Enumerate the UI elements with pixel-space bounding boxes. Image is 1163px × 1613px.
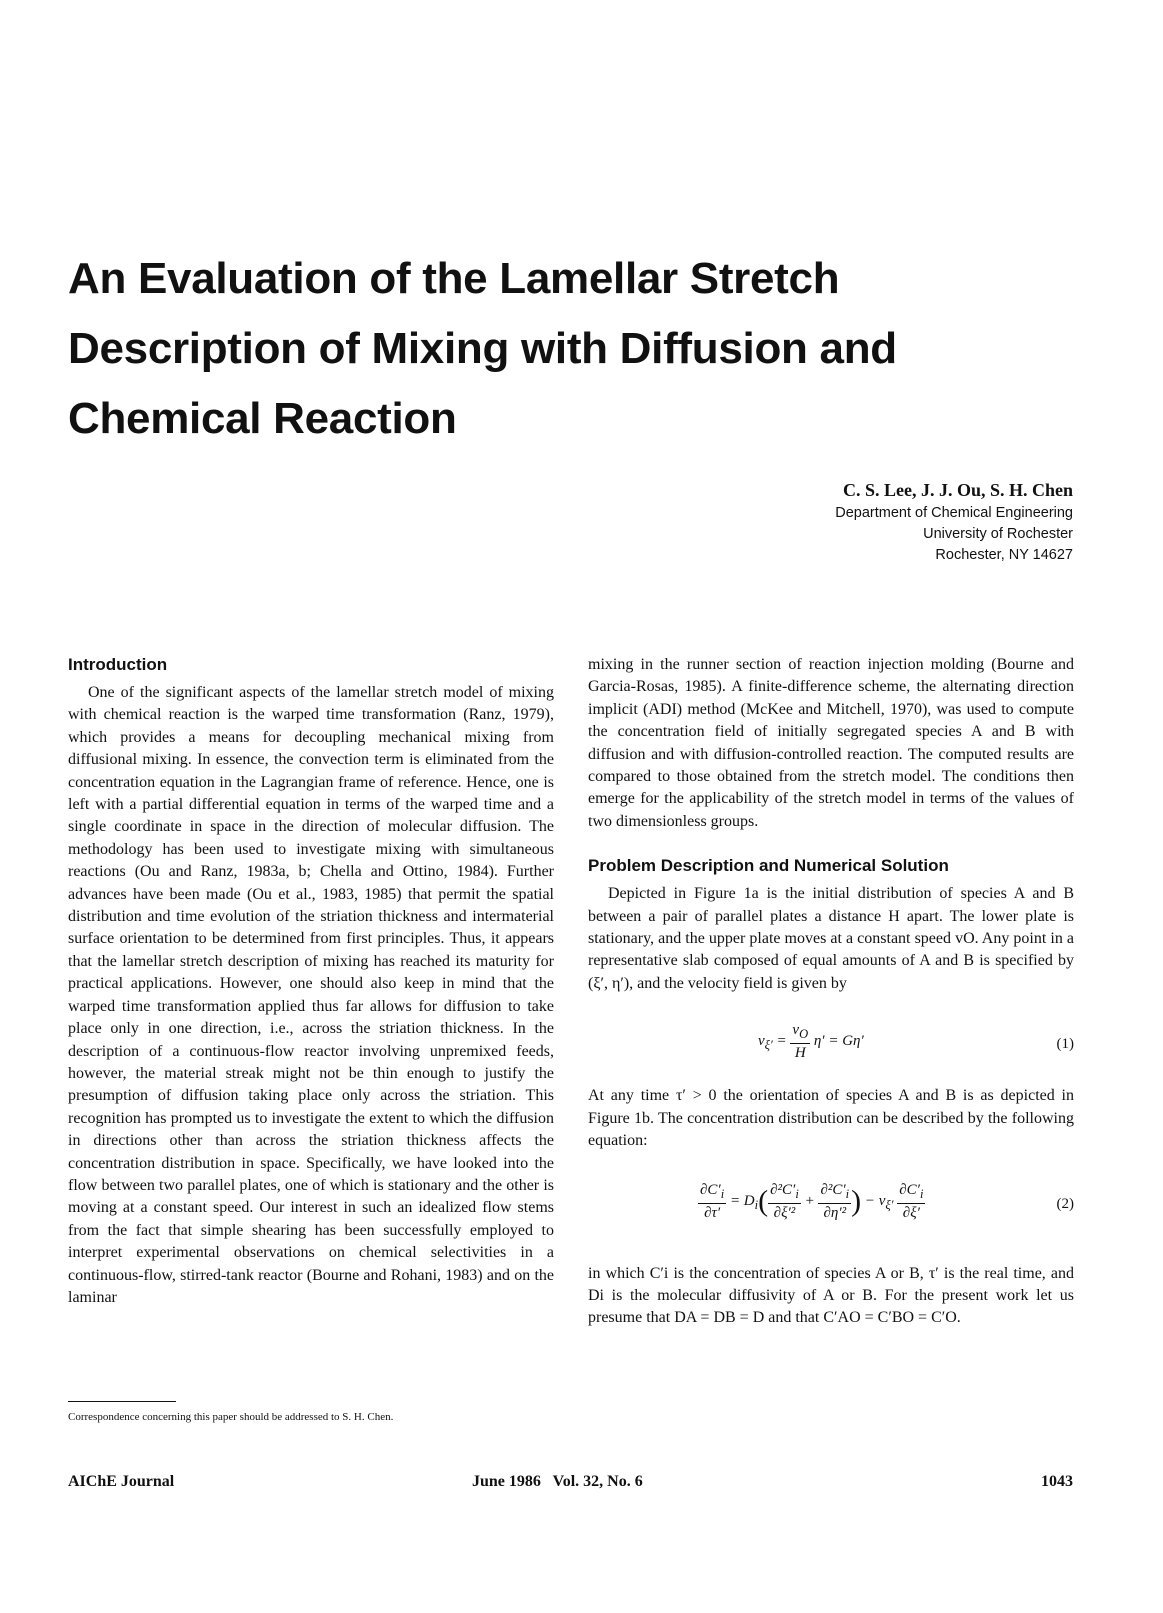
paper-title: An Evaluation of the Lamellar Stretch Description of Mixing with Diffusion and Chemical Reaction xyxy=(68,254,897,443)
equation-2-number: (2) xyxy=(1056,1195,1074,1212)
left-column xyxy=(68,654,554,1309)
affiliation-line: Rochester, NY 14627 xyxy=(935,547,1073,563)
introduction-paragraph: One of the significant aspects of the lamellar stretch model of mixing with chemical reaction is the warped time transformation (Ranz, 1979), which provides a means for decoupling mechanical mixing from diffusional mixing. In essence, the convection term is eliminated from the concentration equation in the Lagrangian frame of reference. Hence, one is left with a partial differential equation in terms of the warped time and a single coordinate in space in the direction of molecular diffusion. The methodology has been used to investigate mixing with simultaneous reactions (Ou and Ranz, 1983a, b; Chella and Ottino, 1984). Further advances have been made (Ou et al., 1983, 1985) that permit the spatial distribution and time evolution of the striation thickness and intermaterial surface orientation to be determined from first principles. Thus, it appears that the lamellar stretch description of mixing has reached its maturity for practical applications. However, one should also keep in mind that the warped time transformation applied thus far allows for diffusion to take place only in one direction, i.e., across the striation thickness. In the description of a continuous-flow reactor involving unpremixed feeds, however, the material streak might not be thin enough to justify the presumption of diffusion taking place only across the striation. This recognition has prompted us to investigate the extent to which the diffusion in directions other than across the striation thickness affects the concentration distribution in space. Specifically, we have looked into the flow between two parallel plates, one of which is stationary and the other is moving at a constant speed. Our interest in such an idealized flow stems from the fact that simple shearing has been successfully employed to interpret experimental observations on chemical selectivities in a continuous-flow, stirred-tank reactor (Bourne and Rohani, 1983) and on the laminar xyxy=(68,684,554,1306)
introduction-heading: Introduction xyxy=(68,655,168,674)
author-names: C. S. Lee, J. J. Ou, S. H. Chen xyxy=(842,480,1073,500)
affiliation-line: Department of Chemical Engineering xyxy=(835,505,1073,521)
footer-journal: AIChE Journal xyxy=(68,1473,175,1490)
problem-heading: Problem Description and Numerical Solution xyxy=(588,856,949,876)
author-block xyxy=(835,477,1073,566)
problem-paragraph-3: in which C′i is the concentration of species A or B, τ′ is the real time, and Di is the molecular diffusivity of A or B. For the present work let us presume that DA = DB = D and that C′AO = C′BO = C′O. xyxy=(588,1264,1074,1327)
problem-paragraph-2: At any time τ′ > 0 the orientation of species A and B is as depicted in Figure 1b. The concentration distribution can be described by the following equation: xyxy=(588,1087,1074,1150)
footnote-rule xyxy=(68,1401,176,1402)
problem-paragraph-1: Depicted in Figure 1a is the initial distribution of species A and B between a pair of parallel plates a distance H apart. The lower plate is stationary, and the upper plate moves at a constant speed vO. Any point in a representative slab composed of equal amounts of A and B is specified by (ξ′, η′), and the velocity field is given by xyxy=(588,885,1074,992)
equation-2: $\frac{\partial C'_i}{\partial\tau'}$ = $D_i$( $\frac{\partial^2C'_i}{\text{∂ξ′²}}$ + $\frac{\partial^2C'_i}{\text{∂η′²}}$ ) − $v_{\xi'}$ $\frac{\partial C'_i}{\partial\xi'}$ (2) xyxy=(700,1181,1074,1221)
equation-1: $v_{\xi'}$ = $\frac{v_O}{H}$ η′ = Gη′ (1) xyxy=(758,1022,1074,1062)
correspondence-footnote: Correspondence concerning this paper should be addressed to S. H. Chen. xyxy=(68,1411,394,1423)
footer-page-number: 1043 xyxy=(1041,1473,1073,1490)
affiliation-line: University of Rochester xyxy=(923,526,1073,542)
footer-issue: June 1986 Vol. 32, No. 6 xyxy=(472,1473,643,1490)
right-column xyxy=(588,654,1074,1330)
introduction-continuation: mixing in the runner section of reaction injection molding (Bourne and Garcia-Rosas, 1985). A finite-difference scheme, the alternating direction implicit (ADI) method (McKee and Mitchell, 1970), was used to compute the concentration field of initially segregated species A and B with diffusion and with diffusion-controlled reaction. The computed results are compared to those obtained from the stretch model. The conditions then emerge for the applicability of the stretch model in terms of the values of two dimensionless groups. xyxy=(588,656,1074,830)
equation-1-number: (1) xyxy=(1056,1036,1074,1053)
